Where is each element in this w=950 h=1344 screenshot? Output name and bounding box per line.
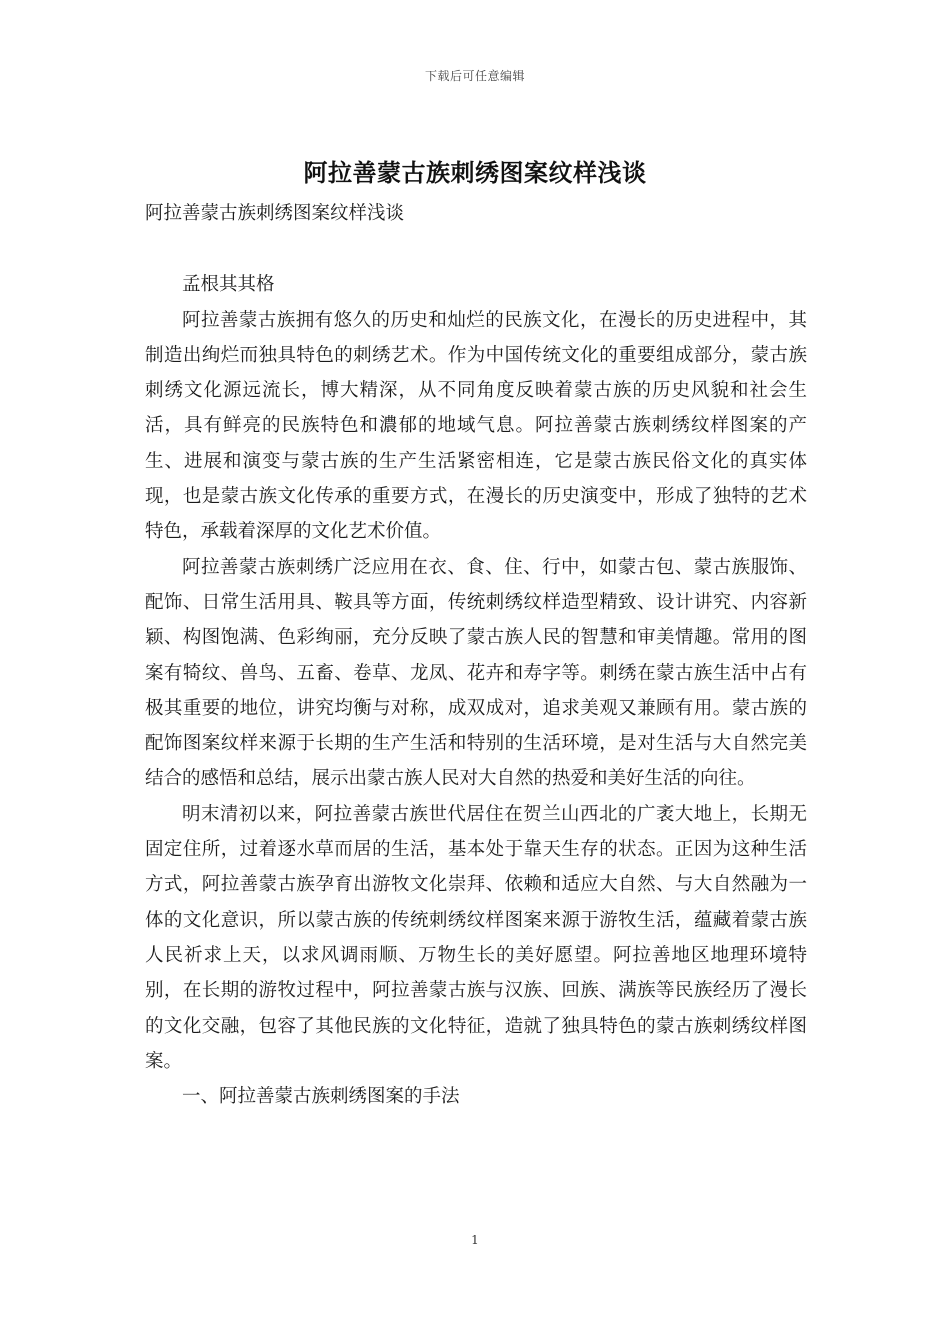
paragraph-applications: 阿拉善蒙古族刺绣广泛应用在衣、食、住、行中，如蒙古包、蒙古族服饰、配饰、日常生活用具、鞍具等方面，传统刺绣纹样造型精致、设计讲究、内容新颖、构图饱满、色彩绚丽，充分反映了蒙古族人民的智慧和审美情趣。常用的图案有犄纹、兽鸟、五畜、卷草、龙凤、花卉和寿字等。刺绣在蒙古族生活中占有极其重要的地位，讲究均衡与对称，成双成对，追求美观又兼顾有用。蒙古族的配饰图案纹样来源于长期的生产生活和特别的生活环境，是对生活与大自然完美结合的感悟和总结，展示出蒙古族人民对大自然的热爱和美好生活的向往。 — [145, 556, 807, 790]
section-heading: 一、阿拉善蒙古族刺绣图案的手法 — [182, 1086, 460, 1108]
document-body — [145, 196, 807, 1114]
paragraph-intro: 阿拉善蒙古族拥有悠久的历史和灿烂的民族文化，在漫长的历史进程中，其制造出绚烂而独具特色的刺绣艺术。作为中国传统文化的重要组成部分，蒙古族刺绣文化源远流长，博大精深，从不同角度反映着蒙古族的历史风貌和社会生活，具有鲜亮的民族特色和濃郁的地域气息。阿拉善蒙古族刺绣纹样图案的产生、进展和演变与蒙古族的生产生活紧密相连，它是蒙古族民俗文化的真实体现，也是蒙古族文化传承的重要方式，在漫长的历史演变中，形成了独特的艺术特色，承载着深厚的文化艺术价值。 — [145, 309, 807, 543]
document-title: 阿拉善蒙古族刺绣图案纹样浅谈 — [303, 158, 647, 187]
author-name: 孟根其其格 — [182, 274, 275, 296]
header-note: 下载后可任意编辑 — [424, 69, 525, 83]
page-number: 1 — [471, 1233, 479, 1247]
subtitle: 阿拉善蒙古族刺绣图案纹样浅谈 — [145, 203, 405, 224]
paragraph-history: 明末清初以来，阿拉善蒙古族世代居住在贺兰山西北的广袤大地上，长期无固定住所，过着逐水草而居的生活，基本处于靠天生存的状态。正因为这种生活方式，阿拉善蒙古族孕育出游牧文化崇拜、依赖和适应大自然、与大自然融为一体的文化意识，所以蒙古族的传统刺绣纹样图案来源于游牧生活，蕴藏着蒙古族人民祈求上天，以求风调雨顺、万物生长的美好愿望。阿拉善地区地理环境特别，在长期的游牧过程中，阿拉善蒙古族与汉族、回族、满族等民族经历了漫长的文化交融，包容了其他民族的文化特征，造就了独具特色的蒙古族刺绣纹样图案。 — [145, 803, 807, 1072]
